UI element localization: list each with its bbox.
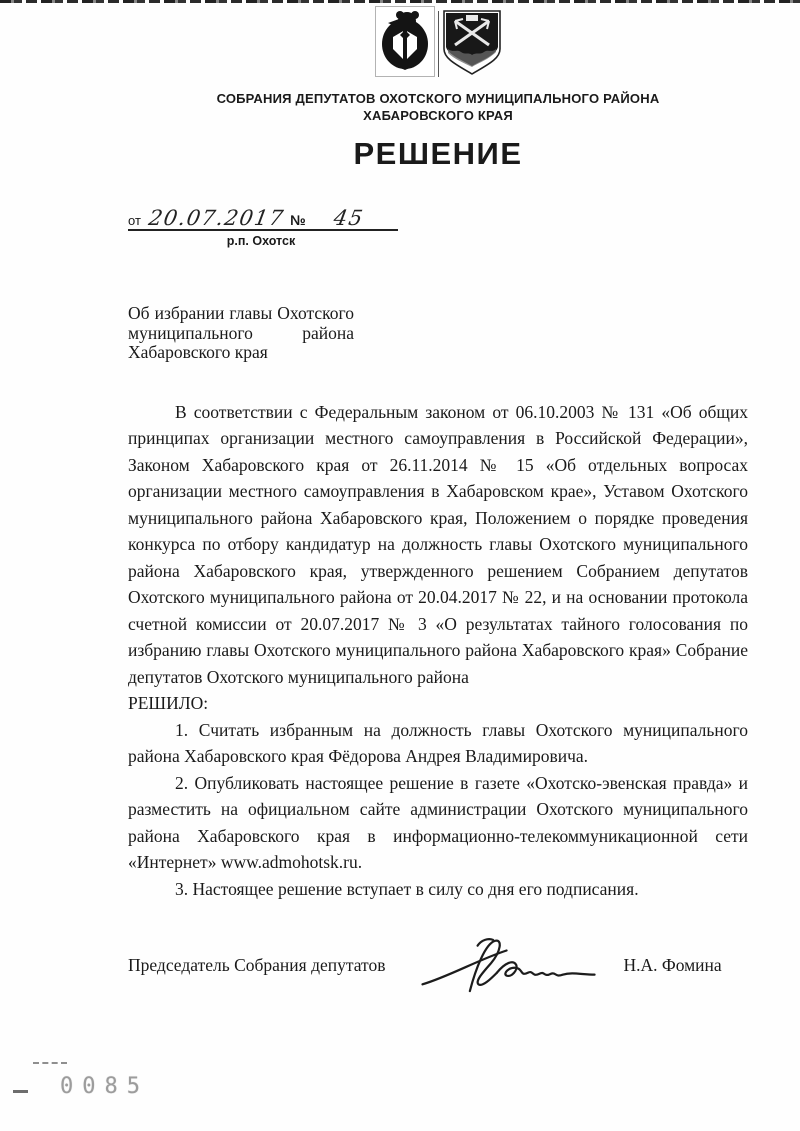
place-label: р.п. Охотск — [226, 234, 296, 248]
signer-name: Н.А. Фомина — [623, 954, 722, 975]
issuing-body-line2: ХАБАРОВСКОГО КРАЯ — [363, 108, 513, 123]
issuing-body-line1: СОБРАНИЯ ДЕПУТАТОВ ОХОТСКОГО МУНИЦИПАЛЬНОГО РАЙОНА — [216, 91, 660, 106]
number-sign-label: № — [290, 212, 306, 228]
page-number-stamp: 0085 — [60, 1074, 149, 1099]
issuing-body-name — [128, 90, 748, 124]
emblem-divider-line — [438, 11, 439, 77]
khabarovsk-krai-emblem-frame — [375, 6, 435, 77]
resolution-item-1: 1. Считать избранным на должность главы Охотского муниципального района Хабаровского края Фёдорова Андрея Владимировича. — [128, 719, 748, 766]
bear-coat-of-arms-icon — [378, 8, 432, 70]
document-type-title: РЕШЕНИЕ — [353, 136, 523, 171]
handwritten-number: 45 — [331, 206, 366, 230]
document-subject: Об избрании главы Охотского муниципального района Хабаровского края — [128, 303, 354, 362]
date-and-number-line — [128, 208, 398, 231]
resolution-item-2: 2. Опубликовать настоящее решение в газете «Охотско-эвенская правда» и разместить на официальном сайте администрации Охотского муниципального района Хабаровского края в информационно-телекоммуникационной сети «Интернет» www.admohotsk.ru. — [128, 772, 748, 872]
document-content — [128, 0, 748, 994]
date-prefix-label: от — [128, 213, 141, 228]
document-body — [128, 399, 748, 903]
resolved-heading: РЕШИЛО: — [128, 693, 209, 713]
resolution-item-3: 3. Настоящее решение вступает в силу со дня его подписания. — [175, 878, 639, 899]
document-meta-block — [128, 208, 398, 248]
signer-title: Председатель Собрания депутатов — [128, 954, 386, 975]
handwritten-signature-icon — [419, 936, 599, 994]
signature-row — [128, 936, 748, 994]
scan-smudge-mark — [33, 1062, 67, 1064]
handwritten-date: 20.07.2017 — [146, 206, 287, 230]
preamble-paragraph: В соответствии с Федеральным законом от 06.10.2003 № 131 «Об общих принципах организации местного самоуправления в Российской Федерации», Законом Хабаровского края от 26.11.2014 № 15 «Об отдельных вопросах организации местного самоуправления в Хабаровском крае», Уставом Охотского муниципального района Хабаровского края, Положением о порядке проведения конкурса по отбору кандидатур на должность главы Охотского муниципального района Хабаровского края, утвержденного решением Собранием депутатов Охотского муниципального района от 20.04.2017 № 22, и на основании протокола счетной комиссии от 20.07.2017 № 3 «О результатах тайного голосования по избранию главы Охотского муниципального района Хабаровского края» Собрание депутатов Охотского муниципального района — [128, 401, 748, 687]
scan-dash-mark — [13, 1090, 28, 1093]
anchors-shield-coat-of-arms-icon — [442, 9, 502, 77]
coat-of-arms-row — [128, 7, 748, 77]
